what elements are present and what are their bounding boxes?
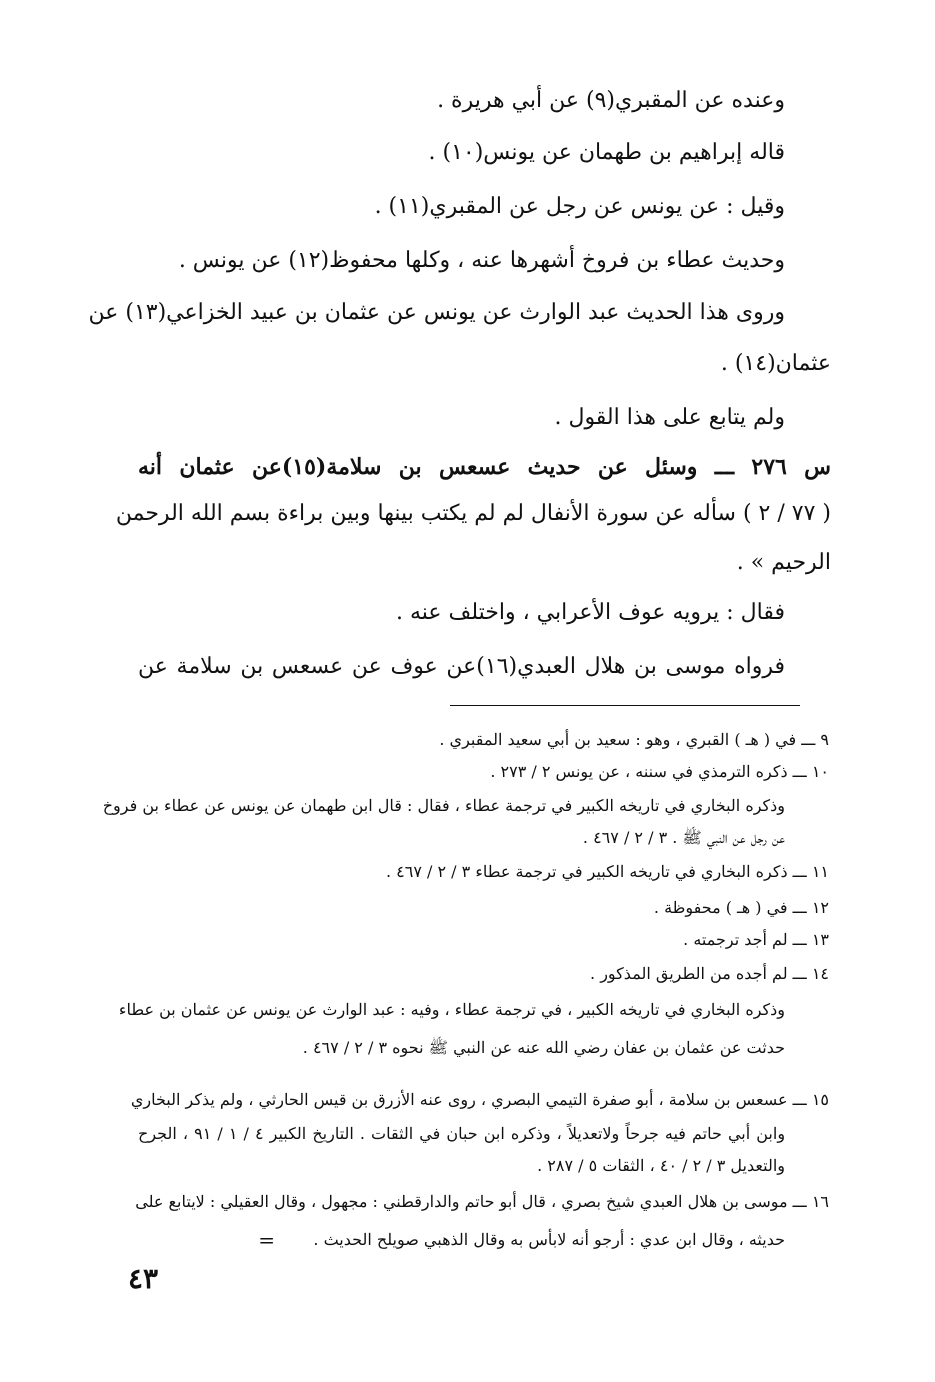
text-line-12: فرواه موسى بن هلال العبدي(١٦)عن عوف عن عسعس بن سلامة عن <box>138 654 786 679</box>
footnote-10: ١٠ ـــ ذكره الترمذي في سننه ، عن يونس ٢ / ٢٧٣ . <box>490 762 829 781</box>
text-line-2: قاله إبراهيم بن طهمان عن يونس(١٠) . <box>428 140 785 165</box>
footnote-11: ١١ ـــ ذكره البخاري في تاريخه الكبير في ترجمة عطاء ٣ / ٢ / ٤٦٧ . <box>385 862 829 881</box>
text-line-10: الرحيم » . <box>736 550 831 575</box>
text-line-7: ولم يتابع على هذا القول . <box>554 405 785 430</box>
footnote-15-cont-2: والتعديل ٣ / ٢ / ٤٠ ، الثقات ٥ / ٢٨٧ . <box>537 1156 785 1175</box>
continuation-mark: = <box>258 1228 275 1252</box>
footnote-9: ٩ ـــ في ( هـ ) القبري ، وهو : سعيد بن أبي سعيد المقبري . <box>439 730 829 749</box>
text-line-6: عثمان(١٤) . <box>720 351 831 376</box>
text-line-1: وعنده عن المقبري(٩) عن أبي هريرة . <box>437 88 785 113</box>
footnote-separator <box>450 705 800 706</box>
text-line-11: فقال : يرويه عوف الأعرابي ، واختلف عنه . <box>396 600 785 625</box>
question-heading-line: س ٢٧٦ ـــ وسئل عن حديث عسعس بن سلامة(١٥)عن عثمان أنه <box>138 454 831 480</box>
text-line-5: وروى هذا الحديث عبد الوارث عن يونس عن عثمان بن عبيد الخزاعي(١٣) عن <box>88 300 785 325</box>
text-line-4: وحديث عطاء بن فروخ أشهرها عنه ، وكلها محفوظ(١٢) عن يونس . <box>178 248 785 273</box>
footnote-15-cont-1: وابن أبي حاتم فيه جرحاً ولاتعديلاً ، وذكره ابن حبان في الثقات . التاريخ الكبير ٤ / ١ / ٩١ ، الجرح <box>138 1124 786 1143</box>
footnote-14-cont-1: وذكره البخاري في تاريخه الكبير ، في ترجمة عطاء ، وفيه : عبد الوارث عن يونس عن عثمان بن عطاء <box>118 1000 785 1019</box>
footnote-14: ١٤ ـــ لم أجده من الطريق المذكور . <box>590 964 829 983</box>
footnote-16: ١٦ ـــ موسى بن هلال العبدي شيخ بصري ، قال أبو حاتم والدارقطني : مجهول ، وقال العقيلي : لايتابع على <box>135 1192 829 1211</box>
text-line-3: وقيل : عن يونس عن رجل عن المقبري(١١) . <box>374 194 785 219</box>
footnote-10-cont-1: وذكره البخاري في تاريخه الكبير في ترجمة عطاء ، فقال : قال ابن طهمان عن يونس عن عطاء بن فروخ <box>102 796 785 815</box>
footnote-16-cont-1: حديثه ، وقال ابن عدي : أرجو أنه لابأس به وقال الذهبي صويلح الحديث . <box>313 1230 785 1249</box>
footnote-15: ١٥ ـــ عسعس بن سلامة ، أبو صفرة التيمي البصري ، روى عنه الأزرق بن قيس الحارثي ، ولم يذكر البخاري <box>130 1090 829 1109</box>
text-line-9: ( ٧٧ / ٢ ) سأله عن سورة الأنفال لم لم يكتب بينها وبين براءة بسم الله الرحمن <box>115 501 831 526</box>
footnote-12: ١٢ ـــ في ( هـ ) محفوظة . <box>653 898 829 917</box>
footnote-10-cont-2: عن رجل عن النبي ﷺ . ٣ / ٢ / ٤٦٧ . <box>582 828 785 847</box>
page-number: ٤٣ <box>128 1262 159 1295</box>
footnote-14-cont-2: حدثت عن عثمان بن عفان رضي الله عنه عن النبي ﷺ نحوه ٣ / ٢ / ٤٦٧ . <box>302 1038 785 1057</box>
footnote-13: ١٣ ـــ لم أجد ترجمته . <box>683 930 829 949</box>
